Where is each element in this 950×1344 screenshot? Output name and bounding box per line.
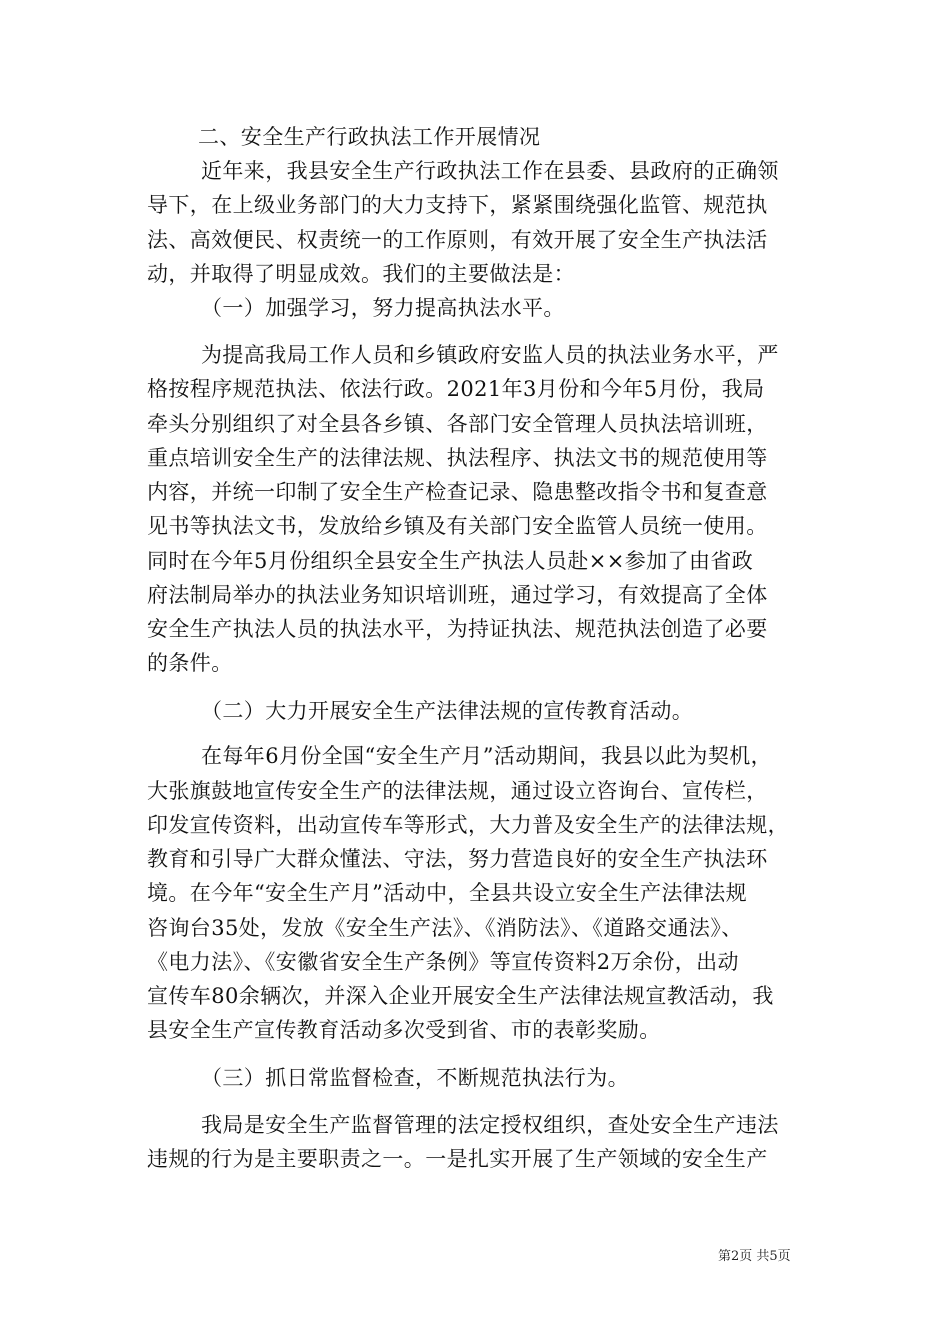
paragraph-line: 在每年6月份全国“安全生产月”活动期间，我县以此为契机，	[201, 744, 773, 768]
paragraph-line: 的条件。	[147, 651, 233, 675]
section-heading: 二、安全生产行政执法工作开展情况	[198, 125, 541, 149]
paragraph-line: 近年来，我县安全生产行政执法工作在县委、县政府的正确领	[201, 159, 779, 183]
paragraph-line: 安全生产执法人员的执法水平，为持证执法、规范执法创造了必要	[147, 617, 768, 641]
paragraph-line: 府法制局举办的执法业务知识培训班，通过学习，有效提高了全体	[147, 583, 768, 607]
paragraph-line: 境。在今年“安全生产月”活动中，全县共设立安全生产法律法规	[147, 881, 748, 905]
subsection-heading: （二）大力开展安全生产法律法规的宣传教育活动。	[201, 699, 694, 723]
page-number: 第2页 共5页	[718, 1249, 791, 1264]
paragraph-line: 动，并取得了明显成效。我们的主要做法是：	[147, 262, 575, 286]
paragraph-line: 格按程序规范执法、依法行政。2021年3月份和今年5月份，我局	[147, 377, 765, 401]
paragraph-line: 大张旗鼓地宣传安全生产的法律法规，通过设立咨询台、宣传栏，	[147, 779, 768, 803]
paragraph-line: 为提高我局工作人员和乡镇政府安监人员的执法业务水平，严	[201, 343, 779, 367]
paragraph-line: 印发宣传资料，出动宣传车等形式，大力普及安全生产的法律法规，	[147, 813, 789, 837]
paragraph-line: 内容，并统一印制了安全生产检查记录、隐患整改指令书和复查意	[147, 480, 768, 504]
paragraph-line: 重点培训安全生产的法律法规、执法程序、执法文书的规范使用等	[147, 446, 768, 470]
paragraph-line: 宣传车80余辆次，并深入企业开展安全生产法律法规宣教活动，我	[147, 984, 774, 1008]
paragraph-line: 见书等执法文书，发放给乡镇及有关部门安全监管人员统一使用。	[147, 514, 768, 538]
paragraph-line: 《电力法》、《安徽省安全生产条例》等宣传资料2万余份，出动	[147, 950, 739, 974]
paragraph-line: 我局是安全生产监督管理的法定授权组织，查处安全生产违法	[201, 1113, 779, 1137]
subsection-heading: （一）加强学习，努力提高执法水平。	[201, 296, 565, 320]
paragraph-line: 牵头分别组织了对全县各乡镇、各部门安全管理人员执法培训班，	[147, 412, 768, 436]
paragraph-line: 教育和引导广大群众懂法、守法，努力营造良好的安全生产执法环	[147, 847, 768, 871]
paragraph-line: 导下，在上级业务部门的大力支持下，紧紧围绕强化监管、规范执	[147, 193, 768, 217]
paragraph-line: 咨询台35处，发放《安全生产法》、《消防法》、《道路交通法》、	[147, 916, 743, 940]
paragraph-line: 违规的行为是主要职责之一。一是扎实开展了生产领域的安全生产	[147, 1147, 768, 1171]
paragraph-line: 同时在今年5月份组织全县安全生产执法人员赴××参加了由省政	[147, 549, 754, 573]
subsection-heading: （三）抓日常监督检查，不断规范执法行为。	[201, 1066, 629, 1090]
paragraph-line: 县安全生产宣传教育活动多次受到省、市的表彰奖励。	[147, 1018, 661, 1042]
paragraph-line: 法、高效便民、权责统一的工作原则，有效开展了安全生产执法活	[147, 228, 768, 252]
